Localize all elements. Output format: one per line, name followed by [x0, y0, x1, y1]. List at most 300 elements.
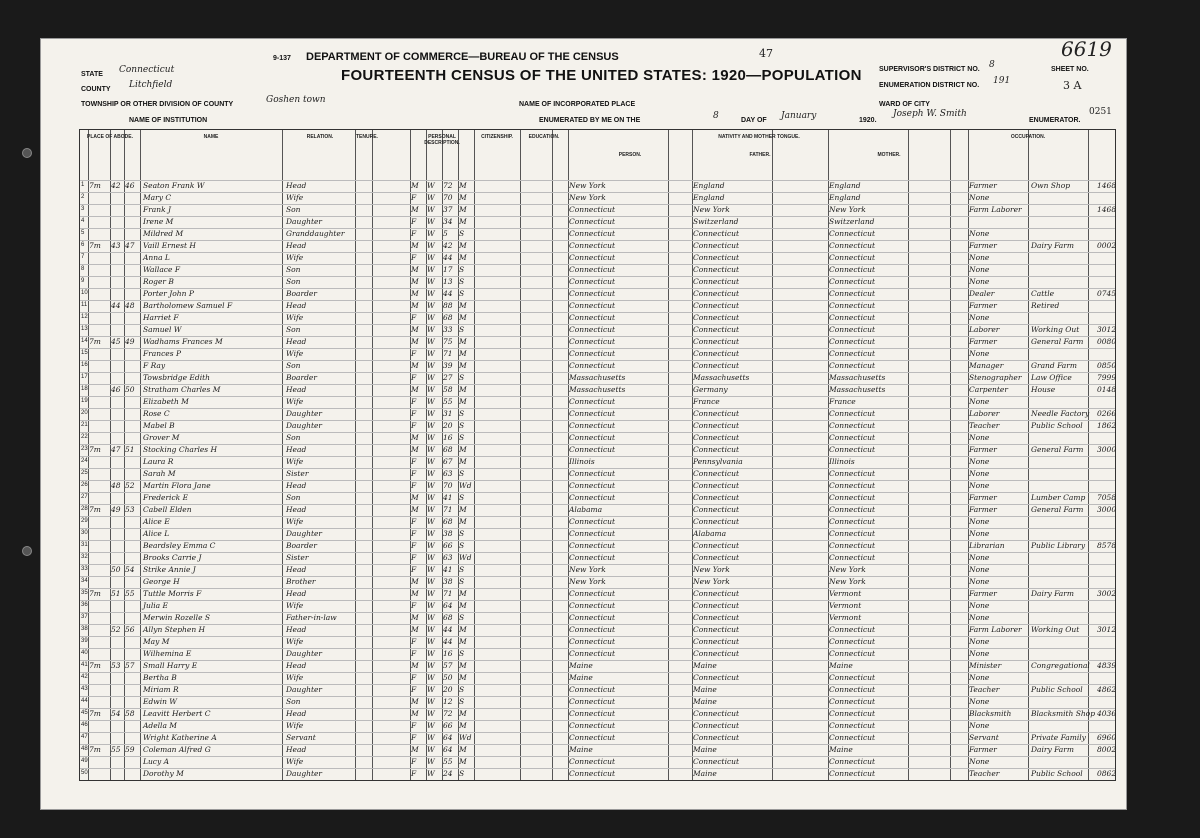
cell-mpob: Maine [829, 661, 853, 670]
cell-fn: 55 [125, 589, 135, 598]
column-header: RELATION. [306, 134, 334, 140]
row-number: 30 [81, 530, 88, 536]
cell-name: Mary C [143, 193, 172, 202]
cell-dw: 7m [89, 337, 101, 346]
cell-race: W [427, 349, 435, 358]
cell-pob: Connecticut [569, 613, 616, 622]
cell-occ: None [969, 313, 990, 322]
cell-ms: S [459, 493, 465, 502]
cell-name: Stocking Charles H [143, 445, 218, 454]
cell-occ: None [969, 565, 990, 574]
cell-race: W [427, 241, 435, 250]
cell-pob: Connecticut [569, 301, 616, 310]
row-number: 22 [81, 434, 88, 440]
row-number: 12 [81, 314, 88, 320]
cell-mpob: England [829, 181, 861, 190]
cell-age: 20 [443, 421, 453, 430]
cell-code: 0080 [1097, 337, 1117, 346]
cell-name: Tuttle Morris F [143, 589, 202, 598]
cell-name: Harriet F [143, 313, 179, 322]
cell-occ: None [969, 349, 990, 358]
cell-mpob: Connecticut [829, 481, 876, 490]
cell-ms: S [459, 613, 465, 622]
cell-ms: M [459, 205, 467, 214]
cell-mpob: Switzerland [829, 217, 875, 226]
cell-fam: 44 [111, 301, 121, 310]
cell-name: Edwin W [143, 697, 178, 706]
cell-rel: Head [286, 445, 307, 454]
cell-occ: None [969, 481, 990, 490]
cell-occ: None [969, 193, 990, 202]
cell-pob: Connecticut [569, 541, 616, 550]
cell-fpob: Maine [693, 685, 717, 694]
cell-dw: 7m [89, 589, 101, 598]
cell-rel: Wife [286, 601, 304, 610]
cell-age: 66 [443, 541, 453, 550]
row-number: 37 [81, 614, 88, 620]
cell-rel: Daughter [286, 529, 322, 538]
cell-age: 64 [443, 733, 453, 742]
cell-pob: Connecticut [569, 241, 616, 250]
cell-fpob: Connecticut [693, 229, 740, 238]
enumeration-month: January [781, 111, 817, 121]
cell-mpob: Connecticut [829, 685, 876, 694]
cell-rel: Boarder [286, 373, 317, 382]
cell-fpob: Connecticut [693, 361, 740, 370]
cell-race: W [427, 553, 435, 562]
row-number: 38 [81, 626, 88, 632]
row-number: 23 [81, 446, 88, 452]
cell-age: 16 [443, 433, 453, 442]
cell-age: 71 [443, 589, 453, 598]
cell-ms: M [459, 709, 467, 718]
cell-sex: M [411, 745, 419, 754]
cell-rel: Daughter [286, 769, 322, 778]
cell-fpob: Switzerland [693, 217, 739, 226]
cell-rel: Son [286, 493, 301, 502]
cell-ind: Grand Farm [1031, 361, 1077, 370]
cell-age: 38 [443, 577, 453, 586]
cell-pob: Connecticut [569, 553, 616, 562]
cell-rel: Head [286, 625, 307, 634]
cell-sex: M [411, 325, 419, 334]
cell-name: Wadhams Frances M [143, 337, 223, 346]
cell-race: W [427, 505, 435, 514]
cell-code: 4036 [1097, 709, 1117, 718]
cell-pob: Connecticut [569, 253, 616, 262]
row-number: 27 [81, 494, 88, 500]
cell-mpob: Connecticut [829, 721, 876, 730]
ward-label: WARD OF CITY [879, 101, 930, 108]
row-number: 43 [81, 686, 88, 692]
cell-occ: Servant [969, 733, 999, 742]
cell-name: Small Harry E [143, 661, 198, 670]
cell-code: 1468 [1097, 181, 1117, 190]
cell-age: 67 [443, 457, 453, 466]
cell-occ: None [969, 673, 990, 682]
cell-ms: S [459, 565, 465, 574]
cell-fpob: Maine [693, 661, 717, 670]
cell-fpob: Connecticut [693, 469, 740, 478]
cell-sex: F [411, 769, 417, 778]
cell-race: W [427, 205, 435, 214]
cell-rel: Wife [286, 397, 304, 406]
cell-fpob: Alabama [693, 529, 727, 538]
cell-mpob: Connecticut [829, 541, 876, 550]
row-number: 5 [81, 230, 85, 236]
cell-occ: None [969, 529, 990, 538]
cell-fpob: Connecticut [693, 733, 740, 742]
cell-name: Vaill Ernest H [143, 241, 196, 250]
cell-ms: M [459, 745, 467, 754]
column-header: MOTHER. [877, 152, 901, 158]
census-title: FOURTEENTH CENSUS OF THE UNITED STATES: 1920—POPULATION [341, 67, 862, 84]
cell-mpob: Connecticut [829, 709, 876, 718]
cell-mpob: New York [829, 577, 866, 586]
cell-occ: None [969, 433, 990, 442]
cell-name: Samuel W [143, 325, 182, 334]
cell-code: 0745 [1097, 289, 1117, 298]
cell-ms: S [459, 769, 465, 778]
cell-race: W [427, 277, 435, 286]
cell-race: W [427, 733, 435, 742]
cell-age: 88 [443, 301, 453, 310]
cell-rel: Wife [286, 253, 304, 262]
cell-occ: Farmer [969, 589, 997, 598]
cell-sex: F [411, 601, 417, 610]
cell-occ: Laborer [969, 325, 1000, 334]
row-number: 4 [81, 218, 85, 224]
cell-age: 66 [443, 721, 453, 730]
column-header: NAME [203, 134, 219, 140]
cell-age: 55 [443, 397, 453, 406]
cell-ind: Working Out [1031, 325, 1080, 334]
cell-fpob: Connecticut [693, 589, 740, 598]
cell-sex: M [411, 277, 419, 286]
state-label: STATE [81, 71, 103, 78]
cell-age: 44 [443, 253, 453, 262]
cell-fpob: Connecticut [693, 325, 740, 334]
cell-fpob: Maine [693, 769, 717, 778]
cell-ms: S [459, 289, 465, 298]
cell-name: Frederick E [143, 493, 189, 502]
cell-pob: Connecticut [569, 289, 616, 298]
cell-race: W [427, 229, 435, 238]
cell-fpob: England [693, 181, 725, 190]
cell-race: W [427, 601, 435, 610]
enumerated-label: ENUMERATED BY ME ON THE [539, 117, 641, 124]
cell-sex: F [411, 217, 417, 226]
cell-ind: Own Shop [1031, 181, 1071, 190]
cell-rel: Daughter [286, 685, 322, 694]
cell-sex: F [411, 349, 417, 358]
cell-fpob: Connecticut [693, 517, 740, 526]
cell-age: 68 [443, 613, 453, 622]
cell-ind: Dairy Farm [1031, 241, 1074, 250]
cell-fpob: Massachusetts [693, 373, 750, 382]
cell-rel: Son [286, 325, 301, 334]
cell-race: W [427, 181, 435, 190]
cell-age: 16 [443, 649, 453, 658]
cell-race: W [427, 217, 435, 226]
cell-sex: F [411, 649, 417, 658]
cell-race: W [427, 265, 435, 274]
census-sheet [40, 38, 1127, 810]
cell-pob: Massachusetts [569, 373, 626, 382]
cell-ms: M [459, 457, 467, 466]
cell-mpob: Connecticut [829, 289, 876, 298]
cell-fn: 46 [125, 181, 135, 190]
cell-race: W [427, 361, 435, 370]
cell-fpob: Connecticut [693, 241, 740, 250]
cell-sex: F [411, 373, 417, 382]
cell-mpob: Connecticut [829, 277, 876, 286]
cell-mpob: Connecticut [829, 469, 876, 478]
cell-ms: S [459, 577, 465, 586]
cell-rel: Head [286, 505, 307, 514]
supervisor-label: SUPERVISOR'S DISTRICT NO. [879, 66, 980, 73]
cell-age: 50 [443, 673, 453, 682]
cell-fpob: Connecticut [693, 649, 740, 658]
row-number: 34 [81, 578, 88, 584]
cell-pob: New York [569, 181, 606, 190]
cell-fpob: Connecticut [693, 445, 740, 454]
cell-ms: S [459, 421, 465, 430]
cell-mpob: Connecticut [829, 673, 876, 682]
cell-name: Rose C [143, 409, 170, 418]
cell-sex: M [411, 433, 419, 442]
cell-sex: F [411, 457, 417, 466]
cell-age: 70 [443, 193, 453, 202]
cell-name: Adella M [143, 721, 177, 730]
cell-rel: Boarder [286, 541, 317, 550]
cell-pob: Connecticut [569, 337, 616, 346]
cell-rel: Son [286, 361, 301, 370]
cell-occ: None [969, 277, 990, 286]
row-number: 46 [81, 722, 88, 728]
cell-code: 0266 [1097, 409, 1117, 418]
cell-fn: 47 [125, 241, 135, 250]
cell-race: W [427, 685, 435, 694]
cell-sex: F [411, 733, 417, 742]
cell-race: W [427, 697, 435, 706]
cell-pob: Illinois [569, 457, 595, 466]
cell-fam: 53 [111, 661, 121, 670]
cell-ms: M [459, 193, 467, 202]
cell-ind: Congregational [1031, 661, 1090, 670]
cell-fn: 48 [125, 301, 135, 310]
row-number: 31 [81, 542, 88, 548]
cell-sex: F [411, 637, 417, 646]
cell-fpob: Connecticut [693, 553, 740, 562]
enumeration-day: 8 [713, 111, 719, 121]
cell-occ: None [969, 637, 990, 646]
cell-race: W [427, 649, 435, 658]
cell-race: W [427, 253, 435, 262]
cell-pob: Maine [569, 661, 593, 670]
cell-ind: Dairy Farm [1031, 745, 1074, 754]
cell-name: Beardsley Emma C [143, 541, 216, 550]
cell-race: W [427, 529, 435, 538]
cell-fam: 55 [111, 745, 121, 754]
cell-age: 58 [443, 385, 453, 394]
cell-fam: 50 [111, 565, 121, 574]
cell-pob: New York [569, 565, 606, 574]
row-number: 19 [81, 398, 88, 404]
row-number: 1 [81, 182, 85, 188]
township-value: Goshen town [266, 95, 326, 105]
cell-ms: M [459, 661, 467, 670]
cell-pob: Connecticut [569, 625, 616, 634]
cell-occ: None [969, 469, 990, 478]
row-number: 15 [81, 350, 88, 356]
cell-mpob: Connecticut [829, 733, 876, 742]
cell-fpob: Connecticut [693, 277, 740, 286]
cell-fpob: New York [693, 565, 730, 574]
cell-pob: Connecticut [569, 733, 616, 742]
cell-mpob: Connecticut [829, 769, 876, 778]
cell-sex: F [411, 397, 417, 406]
cell-rel: Head [286, 481, 307, 490]
cell-sex: M [411, 589, 419, 598]
cell-name: Strike Annie J [143, 565, 196, 574]
cell-fpob: Connecticut [693, 625, 740, 634]
cell-race: W [427, 433, 435, 442]
cell-race: W [427, 613, 435, 622]
cell-mpob: Connecticut [829, 325, 876, 334]
cell-race: W [427, 385, 435, 394]
cell-rel: Brother [286, 577, 316, 586]
cell-occ: Farm Laborer [969, 625, 1022, 634]
cell-ms: S [459, 409, 465, 418]
cell-fpob: Connecticut [693, 337, 740, 346]
cell-ms: M [459, 517, 467, 526]
cell-sex: F [411, 421, 417, 430]
cell-pob: Connecticut [569, 349, 616, 358]
cell-occ: Farmer [969, 745, 997, 754]
cell-pob: Connecticut [569, 433, 616, 442]
cell-ms: Wd [459, 481, 472, 490]
cell-rel: Son [286, 205, 301, 214]
cell-race: W [427, 721, 435, 730]
cell-mpob: Connecticut [829, 409, 876, 418]
cell-name: Dorothy M [143, 769, 184, 778]
cell-fn: 59 [125, 745, 135, 754]
cell-fpob: Connecticut [693, 601, 740, 610]
cell-fpob: Connecticut [693, 493, 740, 502]
cell-name: Grover M [143, 433, 180, 442]
cell-rel: Head [286, 661, 307, 670]
cell-age: 63 [443, 553, 453, 562]
cell-occ: None [969, 649, 990, 658]
cell-sex: M [411, 181, 419, 190]
cell-race: W [427, 469, 435, 478]
cell-name: Brooks Carrie J [143, 553, 202, 562]
cell-race: W [427, 769, 435, 778]
cell-race: W [427, 301, 435, 310]
cell-rel: Head [286, 181, 307, 190]
cell-fpob: New York [693, 577, 730, 586]
cell-ms: M [459, 397, 467, 406]
row-number: 49 [81, 758, 88, 764]
cell-name: Alice E [143, 517, 170, 526]
cell-age: 64 [443, 601, 453, 610]
cell-pob: Connecticut [569, 649, 616, 658]
cell-race: W [427, 745, 435, 754]
cell-occ: Librarian [969, 541, 1005, 550]
cell-race: W [427, 373, 435, 382]
cell-dw: 7m [89, 505, 101, 514]
cell-dw: 7m [89, 181, 101, 190]
cell-name: Laura R [143, 457, 174, 466]
cell-age: 12 [443, 697, 453, 706]
cell-age: 33 [443, 325, 453, 334]
row-number: 11 [81, 302, 88, 308]
cell-mpob: Connecticut [829, 337, 876, 346]
cell-pob: Connecticut [569, 589, 616, 598]
cell-mpob: Connecticut [829, 313, 876, 322]
cell-mpob: Connecticut [829, 421, 876, 430]
cell-code: 8578 [1097, 541, 1117, 550]
cell-pob: Connecticut [569, 637, 616, 646]
cell-ind: Dairy Farm [1031, 589, 1074, 598]
cell-ms: M [459, 361, 467, 370]
enumeration-district-label: ENUMERATION DISTRICT NO. [879, 82, 980, 89]
column-header: PLACE OF ABODE. [87, 134, 133, 140]
cell-code: 0148 [1097, 385, 1117, 394]
cell-sex: F [411, 409, 417, 418]
cell-age: 34 [443, 217, 453, 226]
cell-ind: Blacksmith Shop [1031, 709, 1095, 718]
cell-dw: 7m [89, 445, 101, 454]
cell-ms: M [459, 505, 467, 514]
cell-ms: M [459, 241, 467, 250]
column-header: NATIVITY AND MOTHER TONGUE. [718, 134, 800, 140]
cell-pob: Connecticut [569, 493, 616, 502]
cell-sex: M [411, 493, 419, 502]
column-header: PERSONAL DESCRIPTION. [424, 134, 460, 146]
cell-ms: M [459, 721, 467, 730]
cell-occ: Teacher [969, 421, 1000, 430]
row-number: 36 [81, 602, 88, 608]
cell-sex: F [411, 685, 417, 694]
cell-pob: Connecticut [569, 265, 616, 274]
cell-mpob: Connecticut [829, 649, 876, 658]
row-number: 7 [81, 254, 85, 260]
cell-fpob: Connecticut [693, 313, 740, 322]
cell-mpob: Connecticut [829, 493, 876, 502]
cell-ms: M [459, 253, 467, 262]
cell-ind: Private Family [1031, 733, 1086, 742]
cell-name: Anna L [143, 253, 170, 262]
cell-occ: None [969, 457, 990, 466]
cell-pob: New York [569, 577, 606, 586]
cell-occ: Manager [969, 361, 1004, 370]
cell-ms: M [459, 673, 467, 682]
sheet-label: SHEET NO. [1051, 66, 1089, 73]
cell-fam: 43 [111, 241, 121, 250]
enumerator-label: ENUMERATOR. [1029, 117, 1081, 124]
cell-race: W [427, 325, 435, 334]
cell-fpob: Connecticut [693, 757, 740, 766]
column-header: OCCUPATION. [1010, 134, 1046, 140]
cell-pob: Connecticut [569, 217, 616, 226]
row-number: 14 [81, 338, 88, 344]
cell-ind: Public School [1031, 421, 1083, 430]
cell-name: F Ray [143, 361, 166, 370]
cell-name: Wright Katherine A [143, 733, 217, 742]
cell-occ: Minister [969, 661, 1002, 670]
